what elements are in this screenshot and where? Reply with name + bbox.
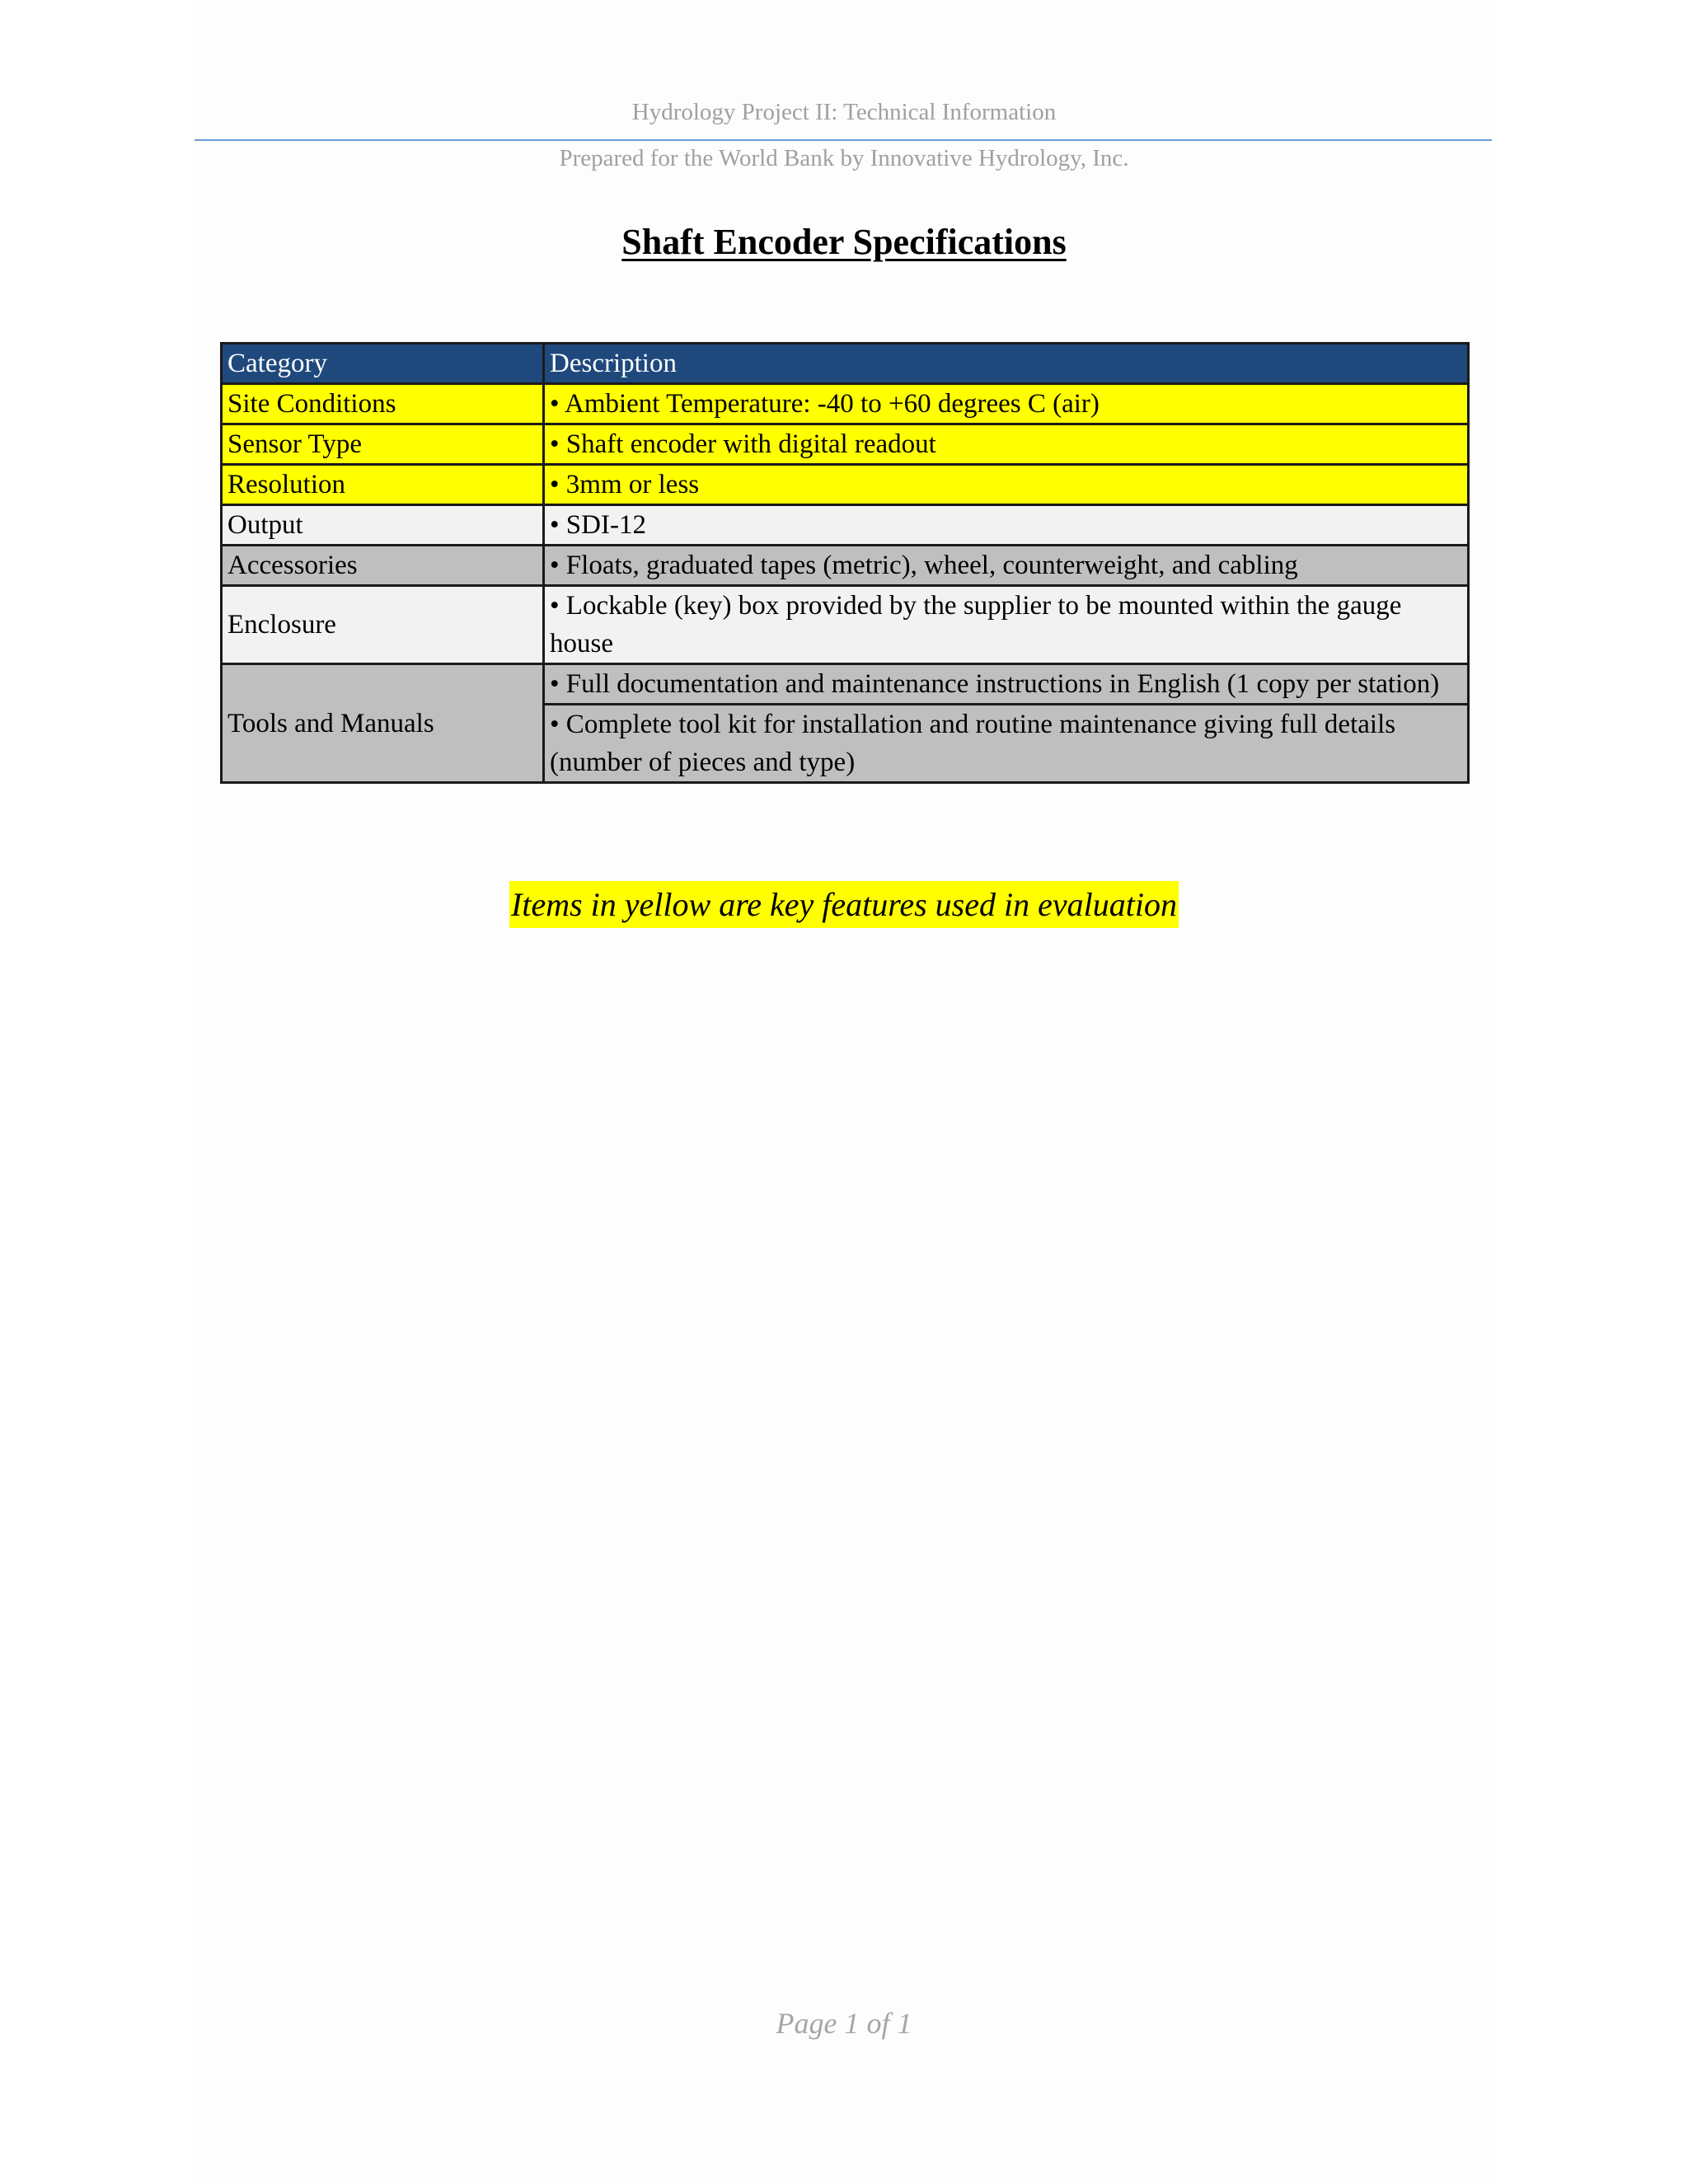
spec-table [220, 342, 1470, 784]
category-cell: Resolution [222, 465, 544, 505]
description-cell: • Complete tool kit for installation and routine maintenance giving full details (number of pieces and type) [544, 705, 1469, 783]
table-row [222, 505, 1469, 546]
table-row [222, 664, 1469, 705]
category-cell: Accessories [222, 546, 544, 586]
column-header-description: Description [544, 344, 1469, 384]
table-row [222, 424, 1469, 465]
page-number: Page 1 of 1 [776, 2007, 912, 2040]
column-header-category: Category [222, 344, 544, 384]
description-cell: • Shaft encoder with digital readout [544, 424, 1469, 465]
table-row [222, 384, 1469, 424]
header-divider [195, 139, 1492, 141]
category-cell: Sensor Type [222, 424, 544, 465]
table-row [222, 586, 1469, 664]
header-project-title: Hydrology Project II: Technical Information [631, 99, 1057, 125]
description-cell: • SDI-12 [544, 505, 1469, 546]
description-cell: • Ambient Temperature: -40 to +60 degrees C (air) [544, 384, 1469, 424]
description-cell: • Full documentation and maintenance instructions in English (1 copy per station) [544, 664, 1469, 705]
category-cell: Tools and Manuals [222, 664, 544, 783]
page-title: Shaft Encoder Specifications [621, 222, 1067, 262]
key-features-note-text: Items in yellow are key features used in evaluation [509, 881, 1179, 928]
description-cell: • Floats, graduated tapes (metric), wheel, counterweight, and cabling [544, 546, 1469, 586]
header-prepared-for: Prepared for the World Bank by Innovative Hydrology, Inc. [559, 145, 1129, 171]
description-cell: • Lockable (key) box provided by the supplier to be mounted within the gauge house [544, 586, 1469, 664]
page-sheet [198, 0, 1490, 2184]
key-features-note [0, 882, 1688, 928]
table-row [222, 465, 1469, 505]
category-cell: Output [222, 505, 544, 546]
table-row [222, 546, 1469, 586]
description-cell: • 3mm or less [544, 465, 1469, 505]
table-header-row [222, 344, 1469, 384]
category-cell: Site Conditions [222, 384, 544, 424]
category-cell: Enclosure [222, 586, 544, 664]
